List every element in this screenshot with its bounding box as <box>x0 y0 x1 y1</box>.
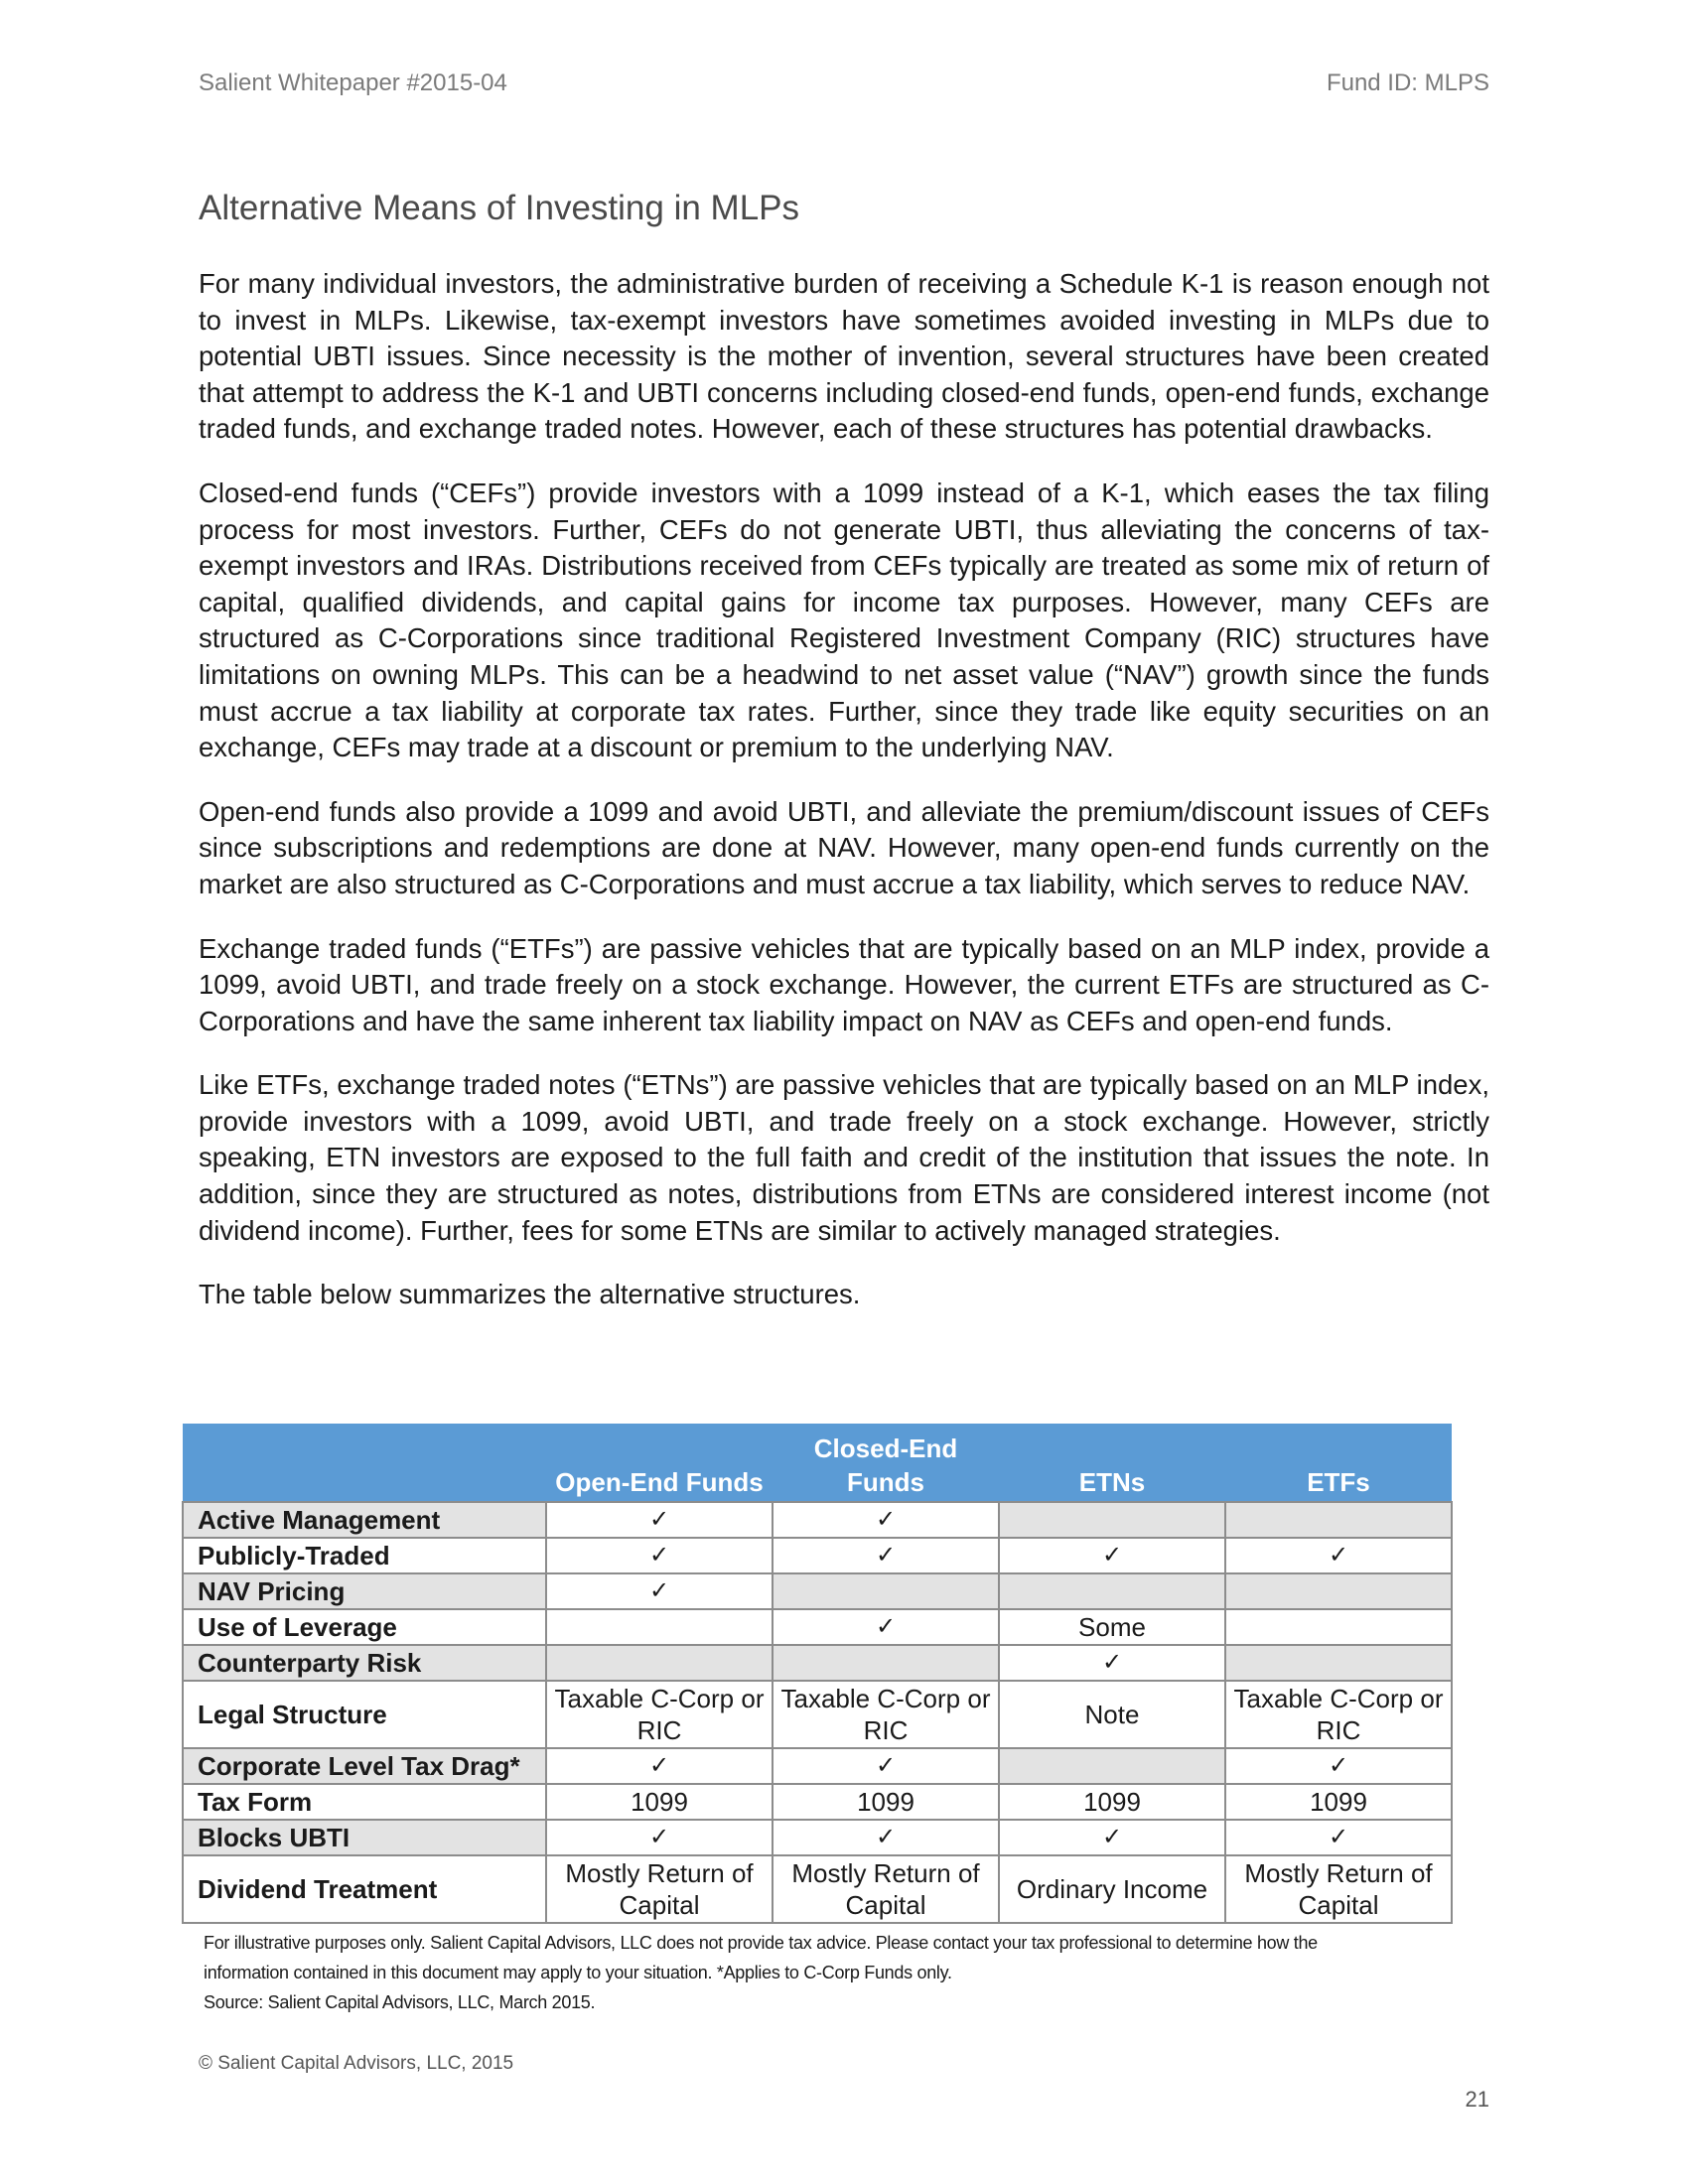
table-row <box>183 1748 1452 1784</box>
table-cell: Taxable C-Corp or RIC <box>773 1681 999 1748</box>
row-label: Corporate Level Tax Drag* <box>183 1748 546 1784</box>
table-row <box>183 1820 1452 1855</box>
header-cell <box>183 1424 546 1502</box>
table-cell <box>546 1645 773 1681</box>
header-cell: ETNs <box>999 1424 1225 1502</box>
copyright: © Salient Capital Advisors, LLC, 2015 <box>199 2053 514 2074</box>
paragraph: For many individual investors, the administrative burden of receiving a Schedule K-1 is reason enough not to invest in MLPs. Likewise, tax-exempt investors have sometimes avoided investing in MLPs due to potential UBTI issues. Since necessity is the mother of invention, several structures have been created that attempt to address the K-1 and UBTI concerns including closed-end funds, open-end funds, exchange traded funds, and exchange traded notes. However, each of these structures has potential drawbacks. <box>199 268 1489 445</box>
table-cell: ✓ <box>1225 1820 1452 1855</box>
row-label: Counterparty Risk <box>183 1645 546 1681</box>
row-label: Tax Form <box>183 1784 546 1820</box>
table-header-row <box>183 1424 1452 1502</box>
table-cell: Ordinary Income <box>999 1855 1225 1923</box>
table-cell: 1099 <box>546 1784 773 1820</box>
table-cell: ✓ <box>773 1748 999 1784</box>
table-cell: Mostly Return of Capital <box>546 1855 773 1923</box>
table-cell: ✓ <box>773 1502 999 1538</box>
page-header <box>199 69 1489 97</box>
table-cell: 1099 <box>1225 1784 1452 1820</box>
table-cell: 1099 <box>999 1784 1225 1820</box>
row-label: Legal Structure <box>183 1681 546 1748</box>
body-text <box>199 266 1489 1313</box>
table-cell <box>999 1573 1225 1609</box>
paragraph: Like ETFs, exchange traded notes (“ETNs”) are passive vehicles that are typically based on an MLP index, provide investors with a 1099, avoid UBTI, and trade freely on a stock exchange. However, strictly speaking, ETN investors are exposed to the full faith and credit of the institution that issues the note. In addition, since they are structured as notes, distributions from ETNs are considered interest income (not dividend income). Further, fees for some ETNs are similar to actively managed strategies. <box>199 1069 1489 1246</box>
table-cell <box>999 1748 1225 1784</box>
header-cell: Closed-End Funds <box>773 1424 999 1502</box>
table-cell: Note <box>999 1681 1225 1748</box>
table-cell: ✓ <box>773 1609 999 1645</box>
table-footnotes <box>204 1928 1345 2017</box>
table-row <box>183 1609 1452 1645</box>
table-cell: ✓ <box>773 1820 999 1855</box>
table-cell <box>773 1573 999 1609</box>
table-row <box>183 1573 1452 1609</box>
table-cell <box>546 1609 773 1645</box>
structures-table <box>182 1424 1453 1924</box>
header-cell: ETFs <box>1225 1424 1452 1502</box>
row-label: Dividend Treatment <box>183 1855 546 1923</box>
table-cell: Taxable C-Corp or RIC <box>546 1681 773 1748</box>
table-row <box>183 1681 1452 1748</box>
paragraph: The table below summarizes the alternative structures. <box>199 1279 861 1310</box>
table-cell <box>1225 1645 1452 1681</box>
table-cell: ✓ <box>999 1645 1225 1681</box>
table-row <box>183 1538 1452 1573</box>
table-cell: ✓ <box>546 1573 773 1609</box>
table-cell: ✓ <box>773 1538 999 1573</box>
table-row <box>183 1784 1452 1820</box>
table-cell: ✓ <box>999 1538 1225 1573</box>
row-label: Active Management <box>183 1502 546 1538</box>
table-cell: ✓ <box>546 1538 773 1573</box>
table-row <box>183 1645 1452 1681</box>
table-row <box>183 1855 1452 1923</box>
row-label: Publicly-Traded <box>183 1538 546 1573</box>
section-title: Alternative Means of Investing in MLPs <box>199 189 800 227</box>
row-label: Blocks UBTI <box>183 1820 546 1855</box>
source-note: Source: Salient Capital Advisors, LLC, March 2015. <box>204 1992 596 2012</box>
table-cell: ✓ <box>546 1502 773 1538</box>
whitepaper-id: Salient Whitepaper #2015-04 <box>199 69 507 96</box>
table-cell: Mostly Return of Capital <box>1225 1855 1452 1923</box>
paragraph: Exchange traded funds (“ETFs”) are passive vehicles that are typically based on an MLP index, provide a 1099, avoid UBTI, and trade freely on a stock exchange. However, the current ETFs are structured as C-Corporations and have the same inherent tax liability impact on NAV as CEFs and open-end funds. <box>199 932 1489 1036</box>
disclaimer-note: For illustrative purposes only. Salient Capital Advisors, LLC does not provide tax advice. Please contact your tax professional to determine how the information contained in this document may apply to your situation. *Applies to C-Corp Funds only. <box>204 1933 1318 1982</box>
table-cell: Mostly Return of Capital <box>773 1855 999 1923</box>
paragraph: Open-end funds also provide a 1099 and avoid UBTI, and alleviate the premium/discount issues of CEFs since subscriptions and redemptions are done at NAV. However, many open-end funds currently on the market are also structured as C-Corporations and must accrue a tax liability, which serves to reduce NAV. <box>199 795 1489 899</box>
table-cell: ✓ <box>1225 1538 1452 1573</box>
table-cell: Some <box>999 1609 1225 1645</box>
table-row <box>183 1502 1452 1538</box>
row-label: Use of Leverage <box>183 1609 546 1645</box>
fund-id: Fund ID: MLPS <box>1326 69 1489 96</box>
table-cell: 1099 <box>773 1784 999 1820</box>
table-cell: ✓ <box>1225 1748 1452 1784</box>
table-cell <box>1225 1609 1452 1645</box>
table-cell <box>999 1502 1225 1538</box>
table-cell: ✓ <box>999 1820 1225 1855</box>
table-cell <box>1225 1502 1452 1538</box>
table-cell <box>1225 1573 1452 1609</box>
table-cell: Taxable C-Corp or RIC <box>1225 1681 1452 1748</box>
table-cell <box>773 1645 999 1681</box>
header-cell: Open-End Funds <box>546 1424 773 1502</box>
paragraph: Closed-end funds (“CEFs”) provide investors with a 1099 instead of a K-1, which eases the tax filing process for most investors. Further, CEFs do not generate UBTI, thus alleviating the concerns of tax-exempt investors and IRAs. Distributions received from CEFs typically are treated as some mix of return of capital, qualified dividends, and capital gains for income tax purposes. However, many CEFs are structured as C-Corporations since traditional Registered Investment Company (RIC) structures have limitations on owning MLPs. This can be a headwind to net asset value (“NAV”) growth since the funds must accrue a tax liability at corporate tax rates. Further, since they trade like equity securities on an exchange, CEFs may trade at a discount or premium to the underlying NAV. <box>199 477 1489 763</box>
table-cell: ✓ <box>546 1748 773 1784</box>
row-label: NAV Pricing <box>183 1573 546 1609</box>
table-cell: ✓ <box>546 1820 773 1855</box>
page-number: 21 <box>1465 2087 1489 2112</box>
